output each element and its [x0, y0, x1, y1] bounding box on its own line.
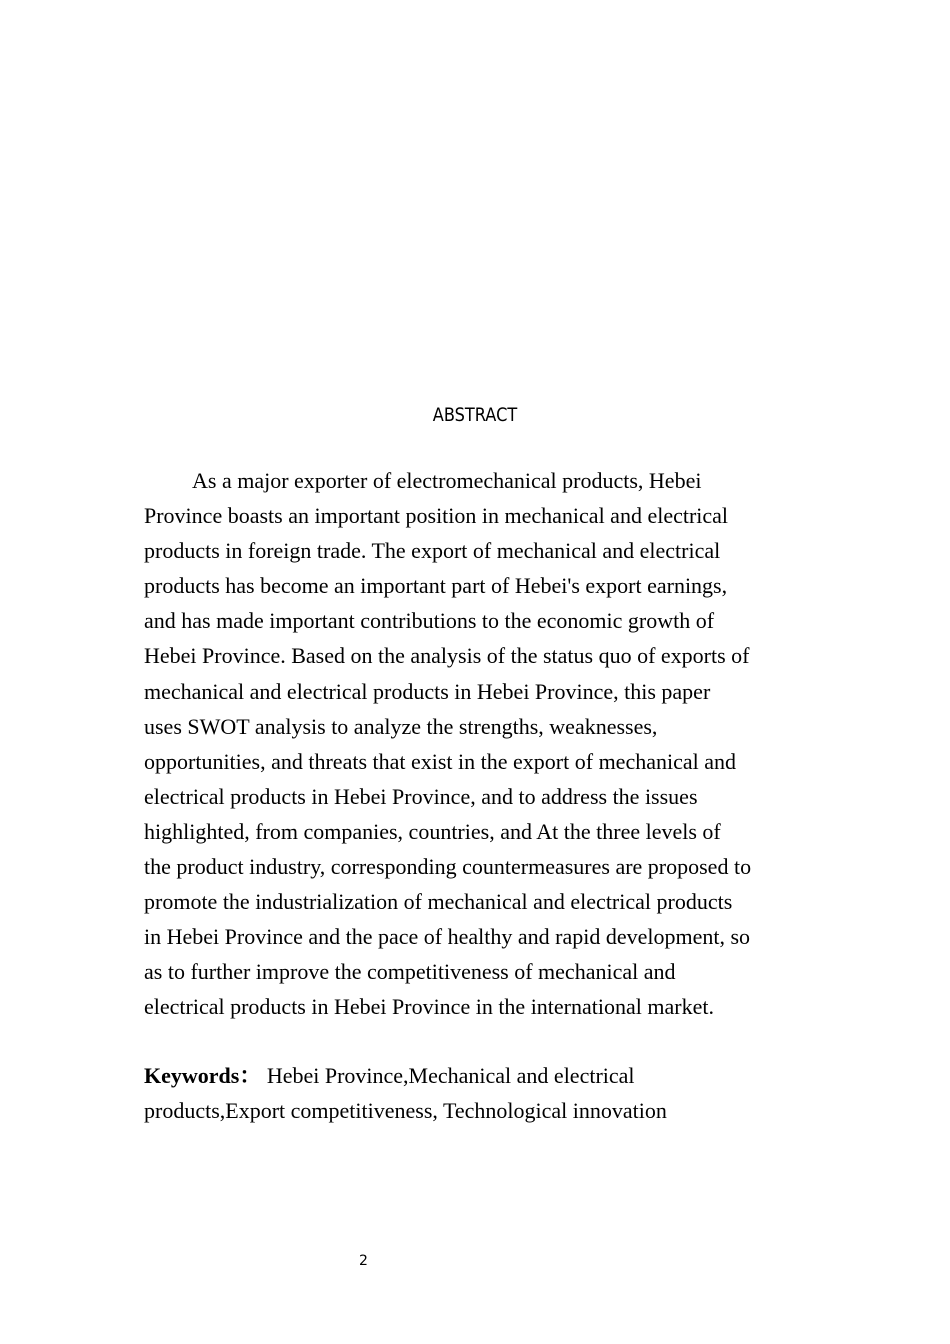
abstract-line: the product industry, corresponding countermeasures are proposed to [144, 854, 752, 880]
abstract-line: products has become an important part of Hebei's export earnings, [144, 573, 728, 599]
abstract-line: in Hebei Province and the pace of healthy and rapid development, so [144, 924, 751, 950]
abstract-line: mechanical and electrical products in Hebei Province, this paper [144, 678, 711, 704]
abstract-body [144, 463, 751, 1025]
abstract-line: electrical products in Hebei Province, and to address the issues [144, 783, 698, 809]
abstract-line: products in foreign trade. The export of mechanical and electrical [144, 538, 721, 564]
abstract-line: and has made important contributions to the economic growth of [144, 608, 715, 634]
keywords-line [144, 1058, 667, 1093]
abstract-line: as to further improve the competitiveness of mechanical and [144, 959, 676, 985]
abstract-line: promote the industrialization of mechanical and electrical products [144, 889, 733, 915]
abstract-line: electrical products in Hebei Province in the international market. [144, 994, 714, 1020]
abstract-line: uses SWOT analysis to analyze the strengths, weaknesses, [144, 713, 658, 739]
abstract-line: opportunities, and threats that exist in the export of mechanical and [144, 748, 736, 774]
keywords-label: Keywords： [144, 1063, 262, 1088]
keywords-line: products,Export competitiveness, Technological innovation [144, 1098, 667, 1124]
abstract-line: As a major exporter of electromechanical products, Hebei [192, 468, 702, 493]
abstract-line: highlighted, from companies, countries, and At the three levels of [144, 818, 721, 844]
keywords-section [144, 1058, 667, 1128]
abstract-title: ABSTRACT [432, 404, 518, 426]
keywords-text: Hebei Province,Mechanical and electrical [261, 1063, 635, 1088]
abstract-line: Province boasts an important position in mechanical and electrical [144, 503, 729, 529]
abstract-line: Hebei Province. Based on the analysis of the status quo of exports of [144, 643, 750, 669]
page-number: 2 [359, 1253, 368, 1269]
